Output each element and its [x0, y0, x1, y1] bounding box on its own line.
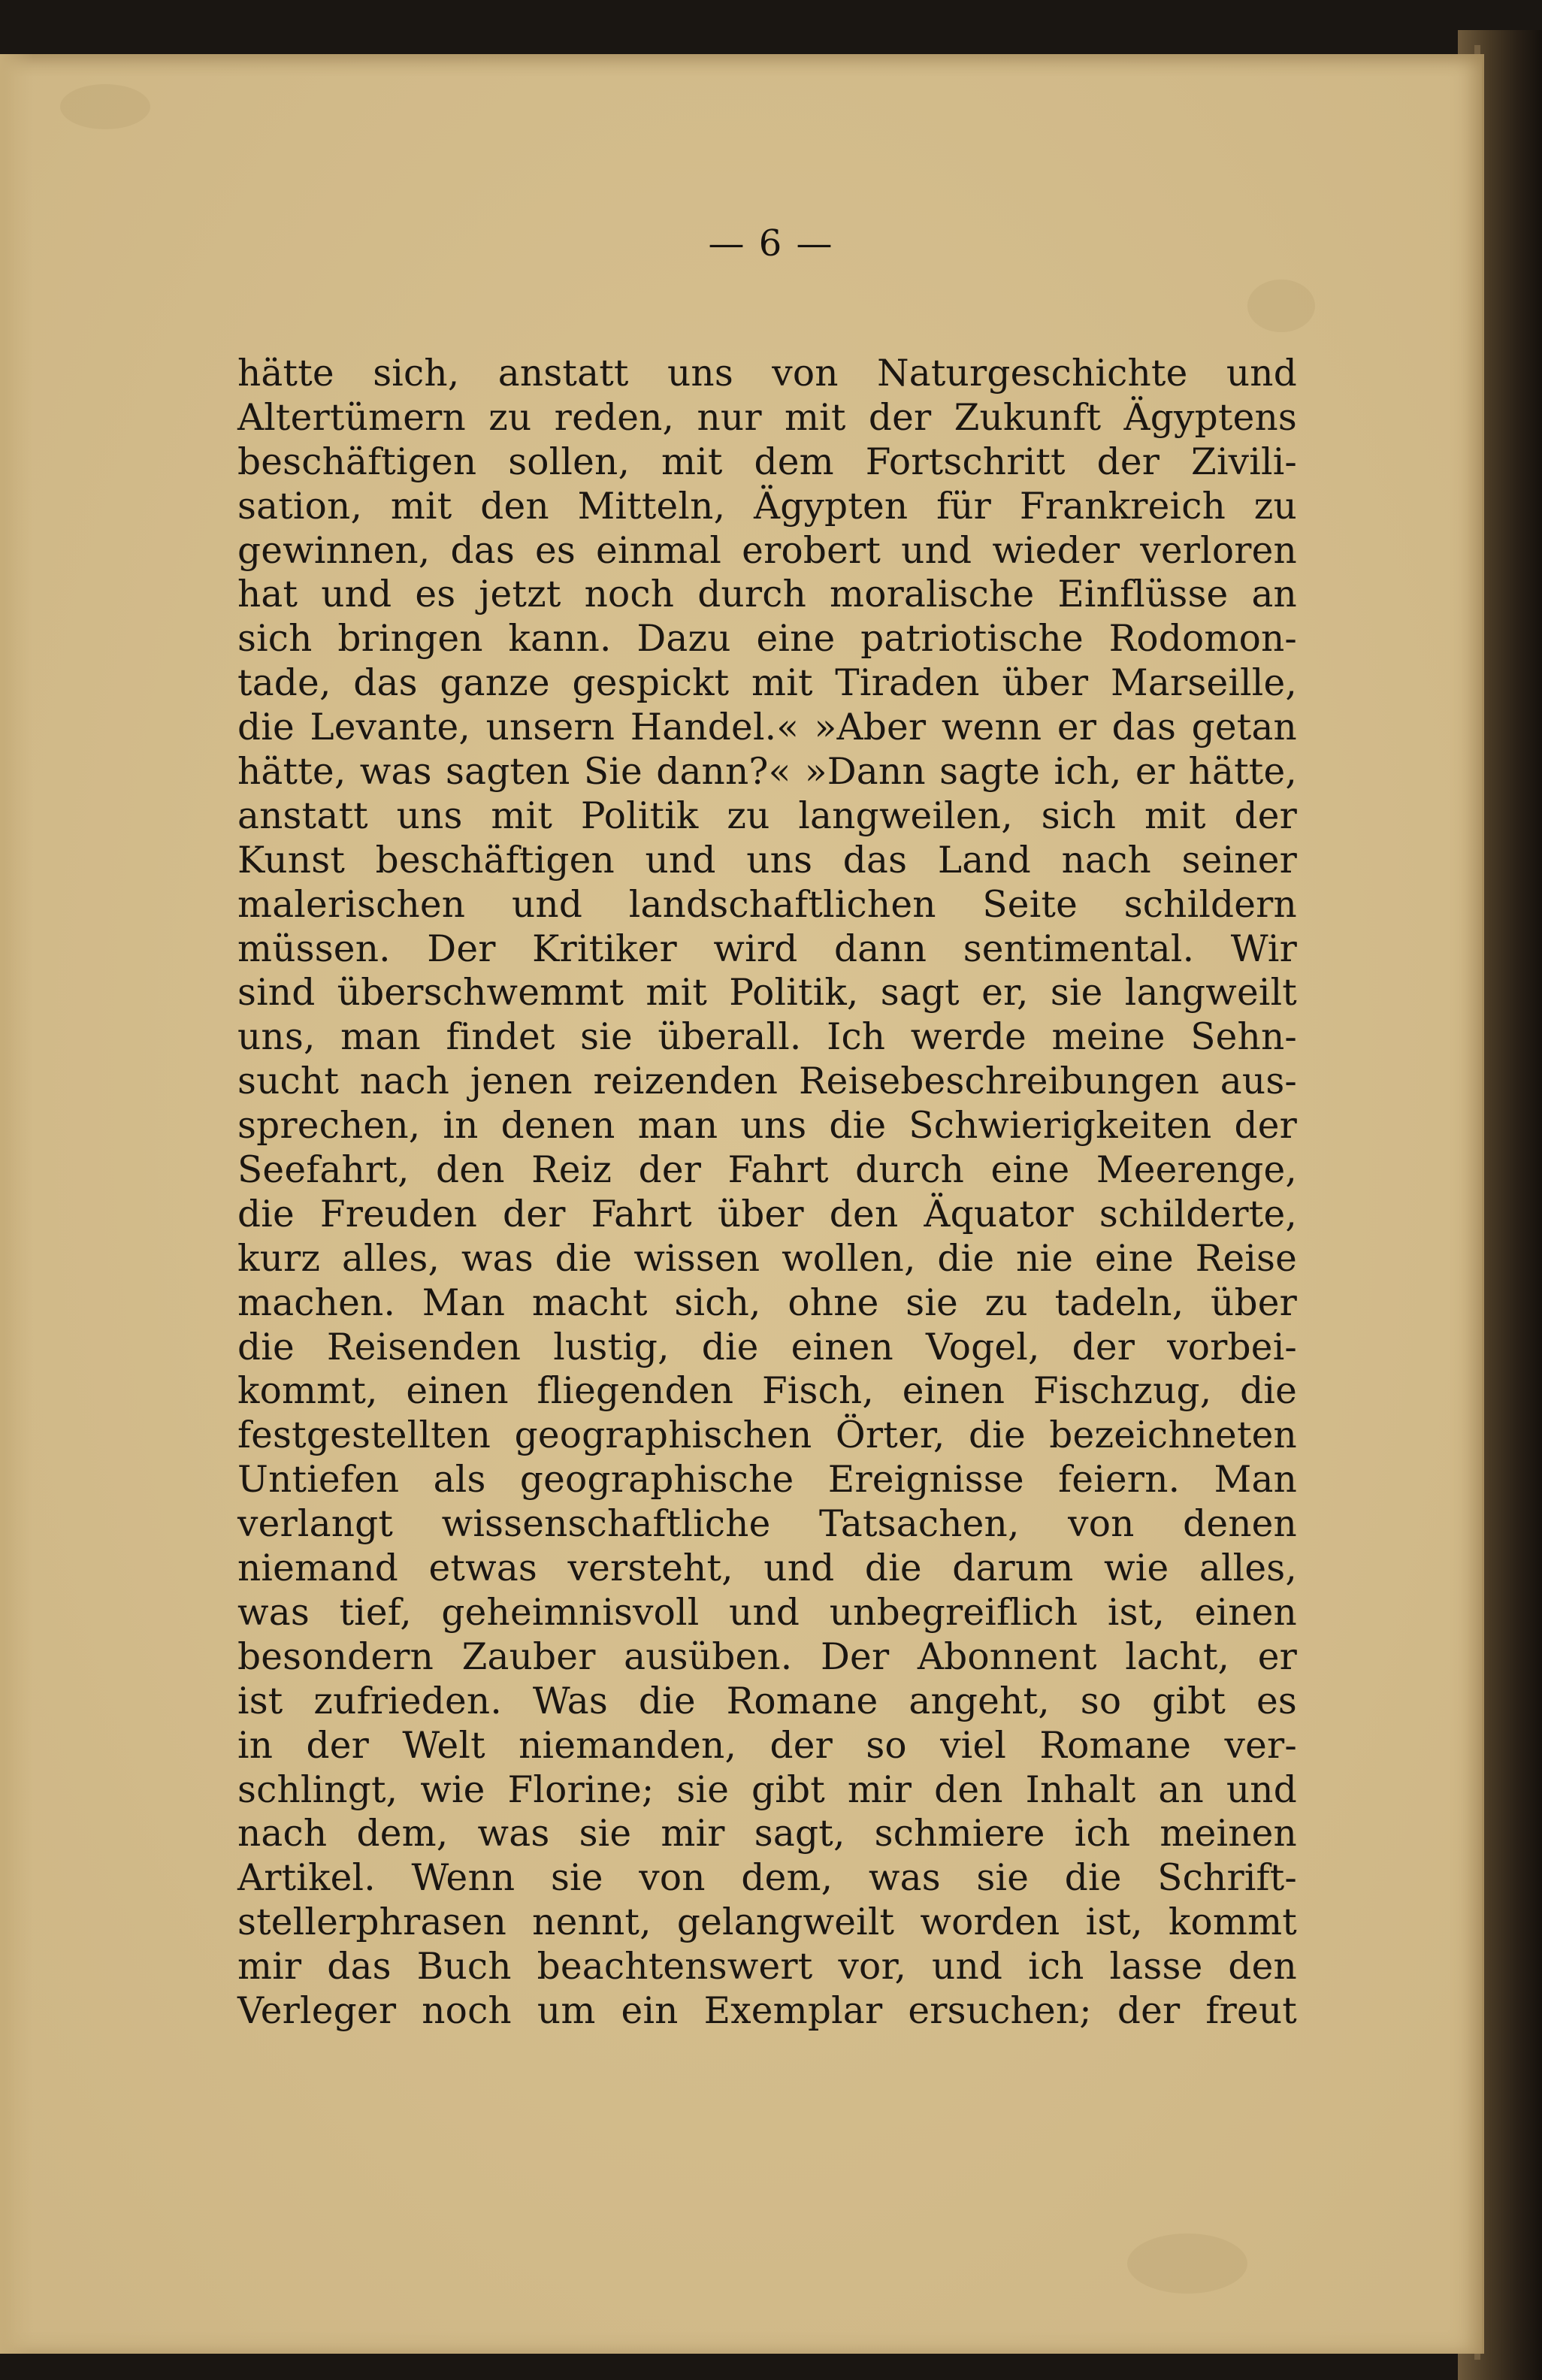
text-line: sprechen, in denen man uns die Schwierigkeiten der	[237, 1105, 1297, 1148]
text-line: festgestellten geographischen Örter, die bezeichneten	[237, 1414, 1297, 1457]
text-line: tade, das ganze gespickt mit Tiraden über Marseille,	[237, 662, 1297, 705]
text-line: schlingt, wie Florine; sie gibt mir den Inhalt an und	[237, 1768, 1297, 1811]
paper-stain	[1127, 2233, 1247, 2294]
text-line: Altertümern zu reden, nur mit der Zukunft Ägyptens	[237, 396, 1297, 439]
text-line: gewinnen, das es einmal erobert und wieder verloren	[237, 529, 1297, 572]
text-line: beschäftigen sollen, mit dem Fortschritt der Zivili-	[237, 440, 1297, 483]
text-line: was tief, geheimnisvoll und unbegreiflich ist, einen	[237, 1591, 1297, 1634]
text-line: die Freuden der Fahrt über den Äquator schilderte,	[237, 1193, 1297, 1235]
text-line: in der Welt niemanden, der so viel Romane ver-	[237, 1724, 1297, 1767]
text-line: nach dem, was sie mir sagt, schmiere ich meinen	[237, 1813, 1297, 1855]
text-line: kurz alles, was die wissen wollen, die nie eine Reise	[237, 1237, 1297, 1280]
text-line: malerischen und landschaftlichen Seite schildern	[237, 883, 1297, 926]
text-line: die Reisenden lustig, die einen Vogel, der vorbei-	[237, 1326, 1297, 1368]
paper-stain	[60, 84, 150, 129]
text-line: Verleger noch um ein Exemplar ersuchen; der freut	[237, 1989, 1297, 2032]
text-line: Artikel. Wenn sie von dem, was sie die Schrift-	[237, 1857, 1297, 1900]
text-line: sucht nach jenen reizenden Reisebeschreibungen aus-	[237, 1060, 1297, 1103]
text-line: kommt, einen fliegenden Fisch, einen Fischzug, die	[237, 1370, 1297, 1413]
text-line: anstatt uns mit Politik zu langweilen, sich mit der	[237, 794, 1297, 837]
text-line: müssen. Der Kritiker wird dann sentimental. Wir	[237, 927, 1297, 970]
text-line: stellerphrasen nennt, gelangweilt worden ist, kommt	[237, 1901, 1297, 1944]
text-line: ist zufrieden. Was die Romane angeht, so gibt es	[237, 1680, 1297, 1722]
text-line: Seefahrt, den Reiz der Fahrt durch eine Meerenge,	[237, 1149, 1297, 1192]
text-line: sich bringen kann. Dazu eine patriotische Rodomon-	[237, 618, 1297, 661]
text-line: Untiefen als geographische Ereignisse feiern. Man	[237, 1459, 1297, 1501]
paper-stain	[1247, 280, 1315, 332]
text-line: mir das Buch beachtenswert vor, und ich lasse den	[237, 1946, 1297, 1988]
text-line: Kunst beschäftigen und uns das Land nach seiner	[237, 839, 1297, 882]
text-line: hätte, was sagten Sie dann?« »Dann sagte ich, er hätte,	[237, 751, 1297, 794]
page-number: — 6 —	[708, 222, 834, 265]
text-line: hat und es jetzt noch durch moralische Einflüsse an	[237, 573, 1297, 616]
text-line: die Levante, unsern Handel.« »Aber wenn er das getan	[237, 706, 1297, 749]
text-line: niemand etwas versteht, und die darum wie alles,	[237, 1547, 1297, 1590]
text-line: besondern Zauber ausüben. Der Abonnent lacht, er	[237, 1635, 1297, 1678]
text-line: hätte sich, anstatt uns von Naturgeschichte und	[237, 352, 1297, 395]
text-line: machen. Man macht sich, ohne sie zu tadeln, über	[237, 1281, 1297, 1324]
page-gutter-shadow	[0, 54, 33, 2354]
text-line: verlangt wissenschaftliche Tatsachen, von denen	[237, 1503, 1297, 1546]
text-line: sind überschwemmt mit Politik, sagt er, sie langweilt	[237, 972, 1297, 1015]
text-line: sation, mit den Mitteln, Ägypten für Frankreich zu	[237, 485, 1297, 528]
body-text	[237, 352, 1297, 2034]
text-line: uns, man findet sie überall. Ich werde meine Sehn-	[237, 1016, 1297, 1059]
